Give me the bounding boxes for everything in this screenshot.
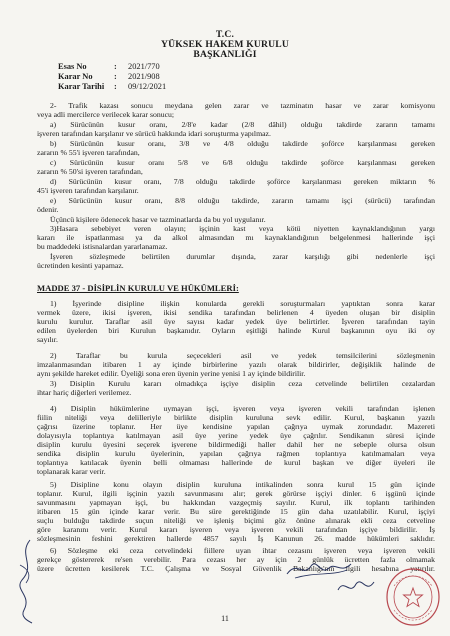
body-line: vermek üzere, ikisi işveren, ikisi sendika tarafından belirlenen 4 üyeden oluşan bir disiplin xyxy=(37,308,435,317)
meta-esas-no xyxy=(58,62,160,72)
meta-karar-tarihi xyxy=(58,82,166,92)
body-line: 2- Trafik kazası sonucu meydana gelen zarar ve tazminatın hasar ve zarar komisyonu xyxy=(50,101,435,110)
body-line: toplanır. Kurul, ilgili işçinin yazılı savunmasını alır; gerek görürse işçiyi dinler. 6 işgünü içinde xyxy=(37,489,435,498)
body-line: itibaren 15 gün içinde karar verir. Bu süre gerektiğinde 15 gün daha uzatılabilir. Kurul, işçiyi xyxy=(37,507,435,516)
body-line: disiplin kurulu üyesini seçerek işverene bildirmediği haller dahil her ne sebeple olursa olsun xyxy=(37,440,435,449)
meta-label: Karar No xyxy=(58,72,93,81)
body-line: 1) İşyerinde disipline ilişkin konularda gerekli soruşturmaları yaptıktan sonra karar xyxy=(50,299,435,308)
body-line: dolayısıyla toplantıya katılmayan asil üye yerine yedek üye çağrılır. Sendikanın süresi içinde xyxy=(37,431,435,440)
page-number: 11 xyxy=(221,614,229,623)
signature-mark xyxy=(12,535,42,625)
body-line: ihtar hariç diğerleri verilemez. xyxy=(37,388,132,397)
body-line: gerekçe göstererek re'sen verebilir. Para cezası her ay için 2 günlük ücretten fazla olmamak xyxy=(37,555,435,564)
meta-label: Esas No xyxy=(58,62,87,71)
body-line: ödenir. xyxy=(37,205,59,214)
body-line: a) Sürücünün kusur oranı, 2/8'e kadar (2/8 dâhil) olduğu takdirde zararın tamamı xyxy=(50,120,435,129)
body-line: d) Sürücünün kusur oranı, 7/8 olduğu takdirde şoförce karşılanması gereken miktarın % xyxy=(50,177,435,186)
body-line: 5) Disipline konu olayın disiplin kuruluna intikalinden sonra kurul 15 gün içinde xyxy=(50,480,435,489)
body-line: c) Sürücünün kusur oranı 5/8 ve 6/8 olduğu takdirde şoförce karşılanması gereken xyxy=(50,158,435,167)
body-line: 45'i işveren tarafından karşılanır. xyxy=(37,186,139,195)
body-line: 2) Taraflar bu kurula seçecekleri asil ve yedek temsilcilerini sözleşmenin xyxy=(50,351,435,360)
section-heading: MADDE 37 - DİSİPLİN KURULU VE HÜKÜMLERİ: xyxy=(37,284,239,293)
body-line: kurulu kurulur. Taraflar asil üye sayısı kadar yedek üye belirtirler. İşveren tarafından tayin xyxy=(37,317,435,326)
body-line: İşveren sözleşmede belirtilen durumlar dışında, zarar karşılığı gibi nedenlerle işçi xyxy=(50,252,435,261)
meta-colon: : xyxy=(114,72,117,81)
body-line: veya adli mercilerce verilecek karar sonucu; xyxy=(37,110,175,119)
body-line: imzalanmasından itibaren 1 ay içinde birbirlerine yazılı olarak bildirirler, değişiklik halinde de xyxy=(37,360,435,369)
body-line: sözleşmesinin feshini gerektiren hallerde 4857 sayılı İş Kanunun 26. madde hükümleri saklıdır. xyxy=(37,534,435,543)
header-office: BAŞKANLIĞI xyxy=(193,49,257,60)
body-line: 4) Disiplin hükümlerine uymayan işçi, işveren veya işveren vekili tarafından işlenen xyxy=(50,404,435,413)
meta-value: 2021/908 xyxy=(128,72,160,81)
meta-label: Karar Tarihi xyxy=(58,82,105,91)
body-line: edilen üyelerden biri Kurulun başkanıdır. Oyların eşitliği halinde Kurul başkanının oyu iki oy xyxy=(37,326,435,335)
body-line: üzere ücretten kesilerek T.C. Çalışma ve Sosyal Güvenlik Bakanlığı'nın ilgili hesabına yatırılır. xyxy=(37,564,435,573)
body-line: işveren tarafından karşılanır ve sürücü hakkında idari soruşturma yapılmaz. xyxy=(37,129,271,138)
body-line: kararı ile ispatlanması ya da alkol almasından mı kaynaklandığının belgelenmesi hallerinde işçi xyxy=(37,233,435,242)
body-line: 3)Hasara sebebiyet veren olayın; işçinin kast veya kötü niyetten kaynaklandığının yargı xyxy=(50,224,435,233)
body-line: Üçüncü kişilere ödenecek hasar ve tazminatlarda da bu yol uygulanır. xyxy=(50,215,266,224)
header-institution: YÜKSEK HAKEM KURULU xyxy=(161,39,289,50)
body-line: göre karanını verir. Kurul kararı işveren veya işveren vekili tarafından işçiye bildirilir. İş xyxy=(37,525,435,534)
body-line: ücretinden kesinti yapamaz. xyxy=(37,261,124,270)
body-line: sayılır. xyxy=(37,335,58,344)
signature-mark xyxy=(336,576,376,598)
body-line: toplantıya katılacak üyenin belli olmaması hallerinde de kurul başkan ve diğer üyeleri ile xyxy=(37,458,435,467)
body-line: 3) Disiplin Kurulu kararı olmadıkça işçiye disiplin ceza cetvelinde belirtilen cezalardan xyxy=(50,379,435,388)
body-line: zararın % 55'i işveren tarafından, xyxy=(37,148,140,157)
body-line: savunmasını yapmayan işçi, bu hakkından vazgeçmiş sayılır. Kurul, ilk toplantı tarihinden xyxy=(37,498,435,507)
body-line: 6) Sözleşme eki ceza cetvelindeki fiillere uyan ihtar cezasını işveren veya işveren vekili xyxy=(50,546,435,555)
body-line: b) Sürücünün kusur oranı, 3/8 ve 4/8 olduğu takdirde şoförce karşılanması gereken xyxy=(50,139,435,148)
body-line: toplanarak karar verir. xyxy=(37,467,106,476)
meta-value: 2021/770 xyxy=(128,62,160,71)
meta-colon: : xyxy=(114,62,117,71)
body-line: e) Sürücünün kusur oranı, 8/8 olduğu takdirde, zararın tamamı işçi (sürücü) tarafından xyxy=(50,196,435,205)
body-line: sendika disiplin kurulu üyelerinin, yapılan çağrıya rağmen toplantıya katılmamaları veya xyxy=(37,449,435,458)
body-line: bu maddedeki istisnalardan yararlanamaz. xyxy=(37,242,168,251)
meta-karar-no xyxy=(58,72,160,82)
body-line: zararın % 50'si işveren tarafından, xyxy=(37,167,143,176)
meta-value: 09/12/2021 xyxy=(128,82,167,91)
header-country: T.C. xyxy=(215,29,235,40)
body-line: suçlu bulduğu takdirde suçun niteliği ve işleniş biçimi göz önüne alınarak ekli ceza cetveline xyxy=(37,516,435,525)
meta-colon: : xyxy=(114,82,117,91)
body-line: çağrısı üzerine toplanır. Her üye kendisine yapılan çağrıya uymak zorundadır. Mazereti xyxy=(37,422,435,431)
body-line: fiilin niteliği veya delilleriyle birlikte disiplin kuruluna sevk edilir. Kurul, başkanın yazılı xyxy=(37,413,435,422)
body-line: aynı şekilde hareket edilir. Üyeliği sona eren üyenin yerine yenisi 1 ay içinde bildirilir. xyxy=(37,369,306,378)
